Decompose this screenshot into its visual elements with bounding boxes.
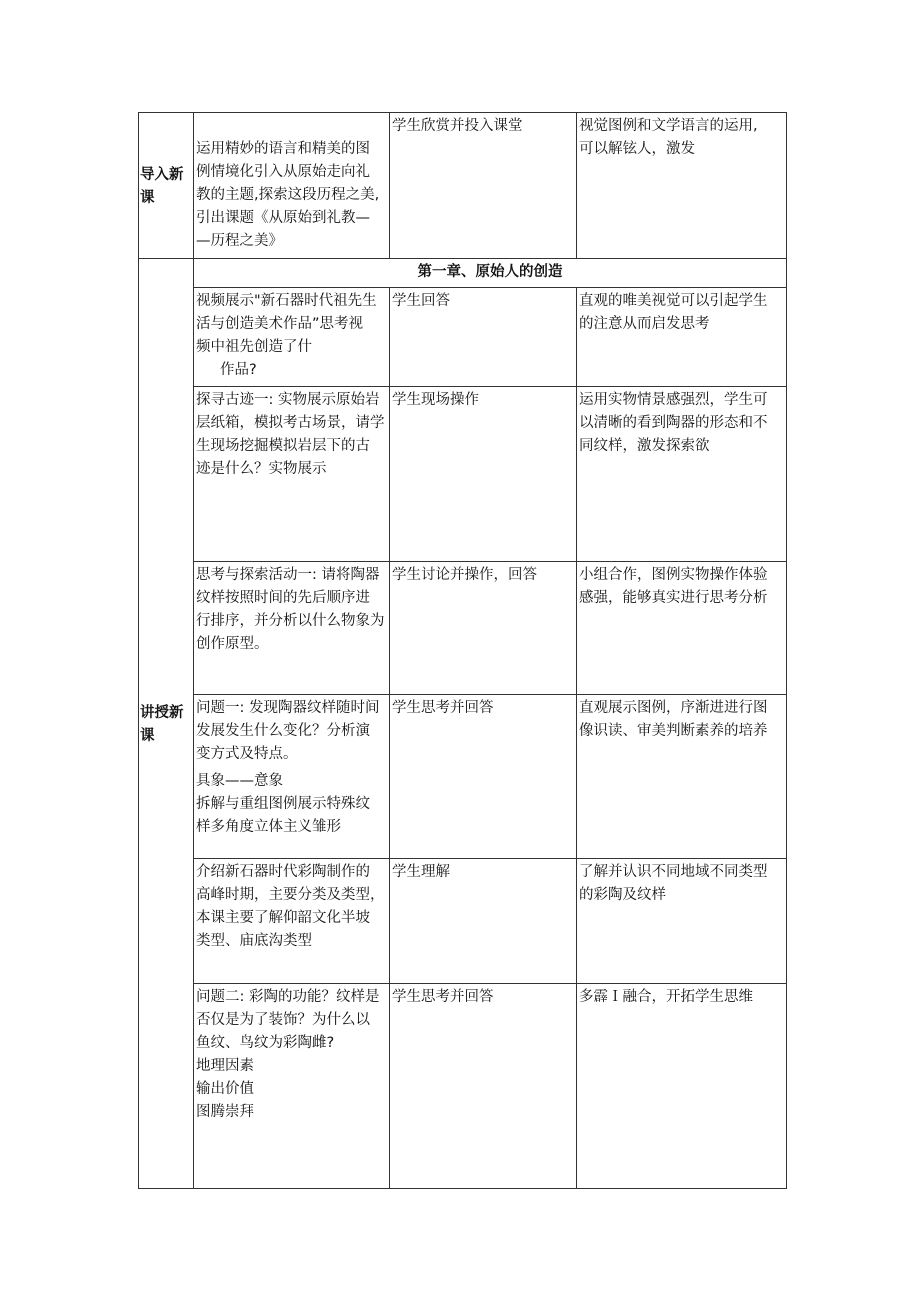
r5-intent-line: 的彩陶及纹样 xyxy=(579,887,666,903)
r2-intent-cell xyxy=(577,387,787,562)
lesson-plan-table xyxy=(138,112,787,1189)
r6-student-text: 学生思考并回答 xyxy=(392,989,494,1005)
intro-row xyxy=(139,113,787,259)
intro-intent-cell xyxy=(577,113,787,259)
r4-activity-line: 拆解与重组图例展示特殊纹 xyxy=(196,796,370,812)
r4-activity-line: 发展发生什么变化？分析演 xyxy=(196,723,370,739)
r3-student-text: 学生讨论并操作，回答 xyxy=(392,567,537,583)
chapter-row xyxy=(139,259,787,288)
r4-activity-line: 变方式及特点。 xyxy=(196,746,298,762)
r2-activity-line: 探寻古迹一: 实物展示原始岩 xyxy=(196,392,380,408)
r4-activity-line: 问题一: 发现陶器纹样随时间 xyxy=(196,700,380,716)
lesson-row-painted-pottery xyxy=(139,859,787,984)
r6-activity-line: 地理因素 xyxy=(196,1058,254,1074)
intro-student-cell xyxy=(390,113,577,259)
r4-intent-cell xyxy=(577,695,787,859)
r1-intent-line: 的注意从而启发思考 xyxy=(579,316,710,332)
section-intro-line-2: 课 xyxy=(140,189,155,206)
intro-intent-line: 可以解铉人，激发 xyxy=(579,141,695,157)
r3-activity-cell xyxy=(194,562,390,695)
section-lecture xyxy=(139,259,194,1189)
r6-student-cell xyxy=(390,984,577,1189)
r3-intent-cell xyxy=(577,562,787,695)
lesson-row-video xyxy=(139,288,787,387)
r1-intent-line: 直观的唯美视觉可以引起学生 xyxy=(579,293,768,309)
intro-activity-line: 运用精妙的语言和精美的图 xyxy=(196,141,370,157)
intro-activity-line: 教的主题,探索这段历程之美, xyxy=(196,187,380,203)
r4-intent-line: 直观展示图例，序渐进进行图 xyxy=(579,700,768,716)
r1-student-cell xyxy=(390,288,577,387)
r4-activity-line: 具象——意象 xyxy=(196,773,283,789)
r2-activity-line: 生现场挖掘模拟岩层下的古 xyxy=(196,438,370,454)
intro-student-text: 学生欣赏并投入课堂 xyxy=(392,118,523,134)
r4-student-text: 学生思考并回答 xyxy=(392,700,494,716)
r1-activity-cell xyxy=(194,288,390,387)
r1-activity-line: 视频展示"新石器时代祖先生 xyxy=(196,293,377,309)
intro-activity-line: 例情境化引入从原始走向礼 xyxy=(196,164,370,180)
section-intro xyxy=(139,113,194,259)
r6-intent-cell xyxy=(577,984,787,1189)
r6-activity-line: 图腾崇拜 xyxy=(196,1104,254,1120)
r2-intent-line: 以清晰的看到陶器的形态和不 xyxy=(579,415,768,431)
section-lecture-line-2: 课 xyxy=(140,727,155,744)
r5-student-text: 学生理解 xyxy=(392,864,450,880)
intro-activity-cell xyxy=(194,113,390,259)
r2-student-cell xyxy=(390,387,577,562)
r2-student-text: 学生现场操作 xyxy=(392,392,479,408)
r1-activity-line: 活与创造美术作品”思考视 xyxy=(196,316,364,332)
r4-activity-line: 样多角度立体主义雏形 xyxy=(196,819,341,835)
intro-intent-line: 视觉图例和文学语言的运用, xyxy=(579,118,758,134)
r6-activity-line: 否仅是为了装饰？为什么以 xyxy=(196,1012,370,1028)
chapter-title: 第一章、原始人的创造 xyxy=(194,259,787,288)
r1-activity-line: 频中祖先创造了什 xyxy=(196,339,312,355)
r1-intent-cell xyxy=(577,288,787,387)
r4-student-cell xyxy=(390,695,577,859)
section-intro-line-1: 导入新 xyxy=(140,166,184,183)
r4-activity-cell xyxy=(194,695,390,859)
r3-activity-line: 创作原型。 xyxy=(196,636,269,652)
r3-intent-line: 感强，能够真实进行思考分析 xyxy=(579,590,768,606)
r5-intent-cell xyxy=(577,859,787,984)
r2-activity-cell xyxy=(194,387,390,562)
r5-student-cell xyxy=(390,859,577,984)
r2-activity-line: 层纸箱，模拟考古场景，请学 xyxy=(196,415,385,431)
r6-activity-line: 问题二: 彩陶的功能？纹样是 xyxy=(196,989,380,1005)
intro-activity-line: —历程之美》 xyxy=(196,233,283,249)
r5-activity-cell xyxy=(194,859,390,984)
r5-activity-line: 高峰时期，主要分类及类型， xyxy=(196,887,385,903)
lesson-row-question-two xyxy=(139,984,787,1189)
r3-activity-line: 纹样按照时间的先后顺序进 xyxy=(196,590,370,606)
r6-activity-line: 鱼纹、鸟纹为彩陶雌? xyxy=(196,1035,335,1051)
r5-activity-line: 本课主要了解仰韶文化半坡 xyxy=(196,910,370,926)
r5-activity-line: 类型、庙底沟类型 xyxy=(196,933,312,949)
r2-activity-line: 迹是什么？实物展示 xyxy=(196,461,327,477)
lesson-row-explore xyxy=(139,387,787,562)
intro-activity-line: 引出课题《从原始到礼教— xyxy=(196,210,370,226)
lesson-row-question-one xyxy=(139,695,787,859)
r1-student-text: 学生回答 xyxy=(392,293,450,309)
r5-intent-line: 了解并认识不同地域不同类型 xyxy=(579,864,768,880)
r6-activity-line: 输出价值 xyxy=(196,1081,254,1097)
r2-intent-line: 运用实物情景感强烈，学生可 xyxy=(579,392,768,408)
r6-activity-cell xyxy=(194,984,390,1189)
r6-intent-line: 多霹Ｉ融合，开拓学生思维 xyxy=(579,989,753,1005)
r4-intent-line: 像识读、审美判断素养的培养 xyxy=(579,723,768,739)
section-lecture-line-1: 讲授新 xyxy=(140,704,184,721)
lesson-row-sort xyxy=(139,562,787,695)
r3-activity-line: 思考与探索活动一: 请将陶器 xyxy=(196,567,380,583)
r3-activity-line: 行排序，并分析以什么物象为 xyxy=(196,613,385,629)
r1-activity-line: 作品? xyxy=(220,362,257,378)
r2-intent-line: 同纹样，激发探索欲 xyxy=(579,438,710,454)
r3-student-cell xyxy=(390,562,577,695)
r3-intent-line: 小组合作，图例实物操作体验 xyxy=(579,567,768,583)
r5-activity-line: 介绍新石器时代彩陶制作的 xyxy=(196,864,370,880)
